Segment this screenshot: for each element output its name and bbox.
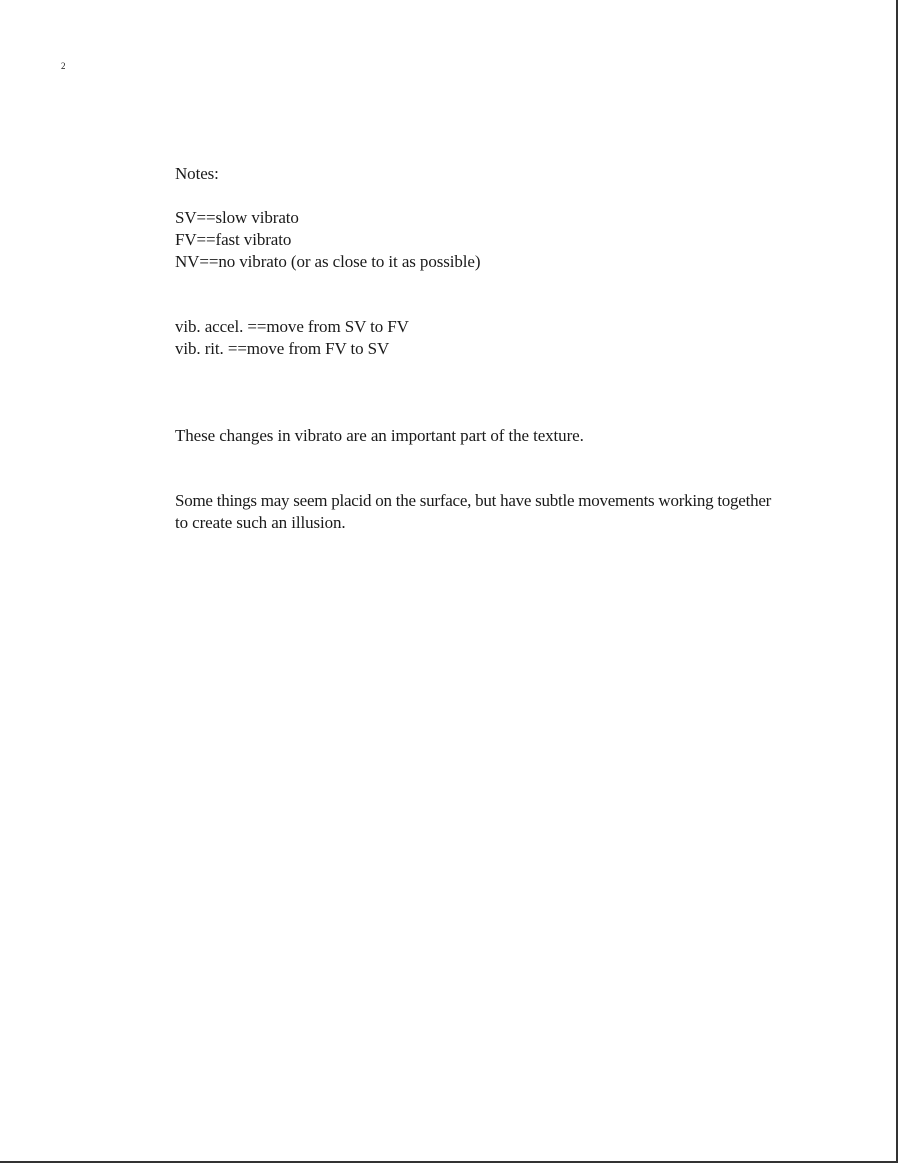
abbreviation-nv: NV==no vibrato (or as close to it as possible) (175, 252, 481, 271)
paragraph-vibrato-texture: These changes in vibrato are an important part of the texture. (175, 426, 584, 445)
page-number: 2 (61, 61, 66, 71)
transition-vib-accel: vib. accel. ==move from SV to FV (175, 317, 409, 336)
notes-heading: Notes: (175, 164, 219, 183)
paragraph-placid-line-2: to create such an illusion. (175, 513, 346, 532)
abbreviation-fv: FV==fast vibrato (175, 230, 292, 249)
paragraph-placid-line-1: Some things may seem placid on the surface, but have subtle movements working together (175, 491, 772, 510)
abbreviation-sv: SV==slow vibrato (175, 208, 299, 227)
transition-vib-rit: vib. rit. ==move from FV to SV (175, 339, 390, 358)
